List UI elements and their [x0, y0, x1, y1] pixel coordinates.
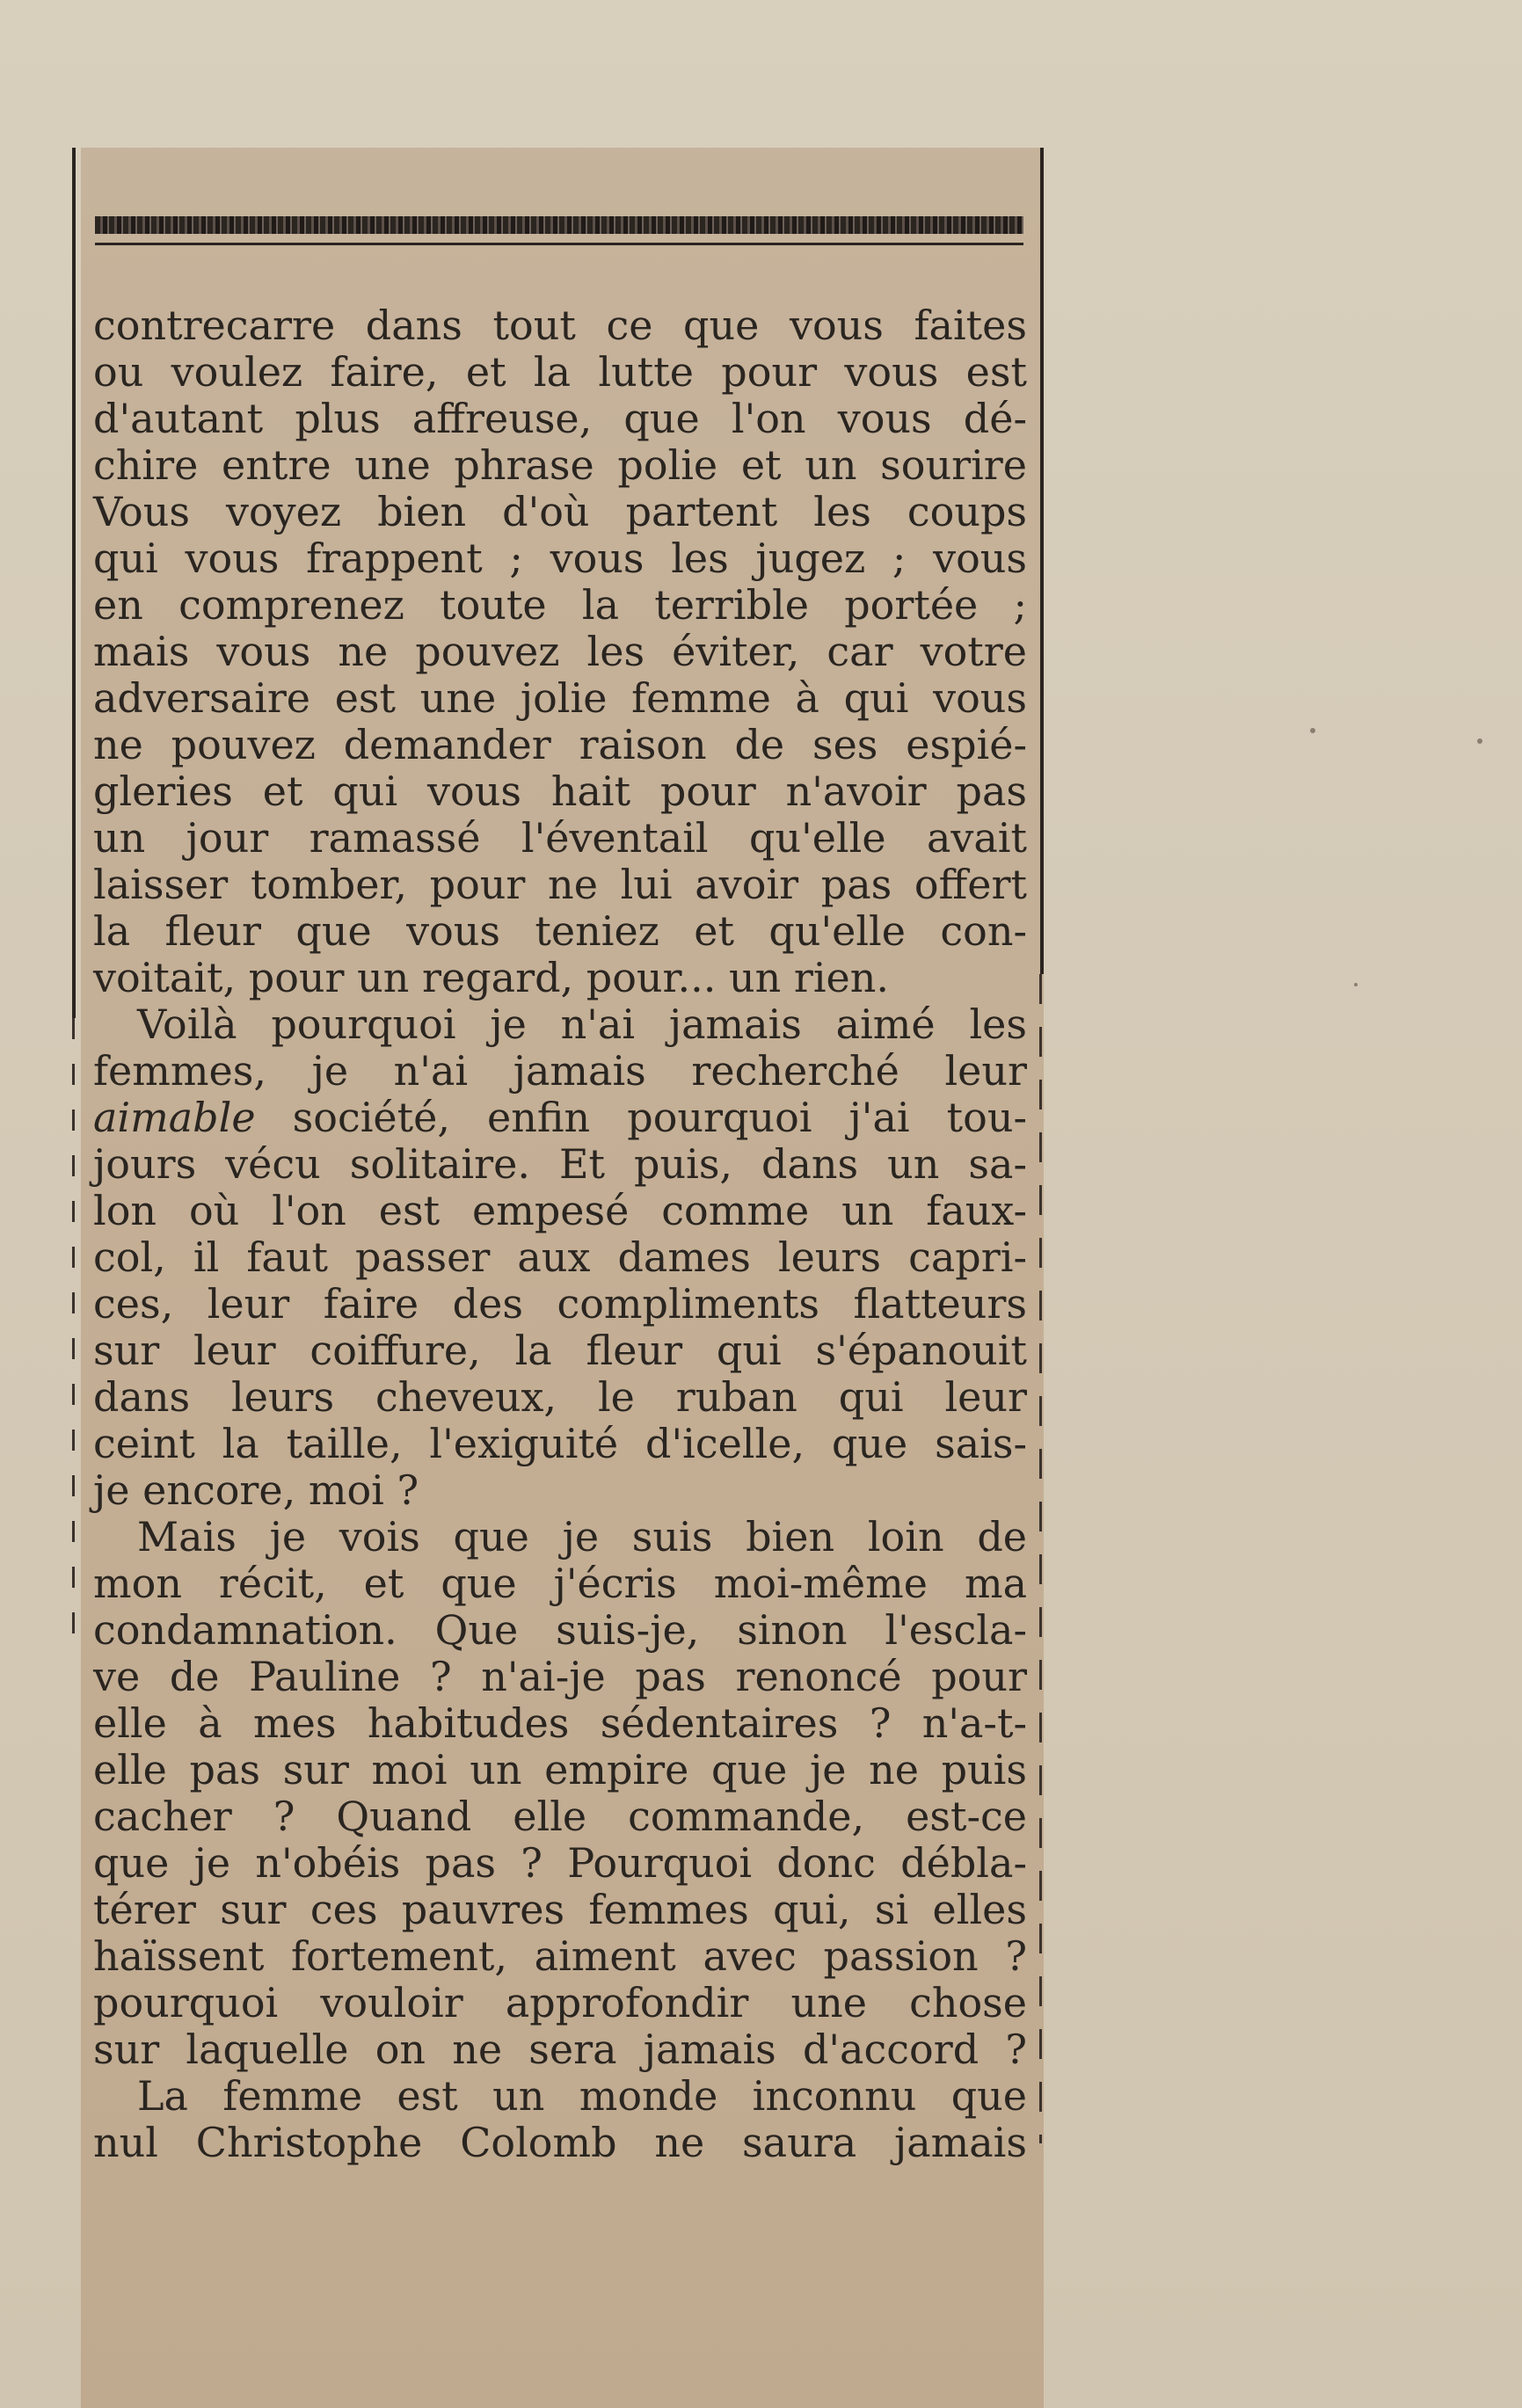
text-line: je encore, moi ?	[93, 1466, 419, 1514]
paper-speck	[1477, 738, 1482, 744]
text-line: lon où l'on est empesé comme un faux-	[93, 1187, 1027, 1234]
text-line: mais vous ne pouvez les éviter, car votre	[93, 628, 1027, 675]
text-line: sur laquelle on ne sera jamais d'accord ?	[93, 2026, 1027, 2073]
italic-word: aimable	[93, 1094, 256, 1141]
right-column-rule	[1040, 148, 1044, 974]
text-line: la fleur que vous teniez et qu'elle con-	[93, 907, 1027, 955]
paragraph-start-line: Voilà pourquoi je n'ai jamais aimé les	[137, 1000, 1027, 1048]
paper-speck	[1354, 983, 1358, 986]
paragraph-start-line: Mais je vois que je suis bien loin de	[137, 1513, 1027, 1560]
text-line: térer sur ces pauvres femmes qui, si elles	[93, 1886, 1027, 1933]
text-line: un jour ramassé l'éventail qu'elle avait	[93, 814, 1027, 862]
paper-speck	[1310, 728, 1315, 733]
text-line-rest: société, enfin pourquoi j'ai tou-	[292, 1094, 1028, 1141]
text-line: jours vécu solitaire. Et puis, dans un sa-	[93, 1140, 1027, 1188]
text-line: adversaire est une jolie femme à qui vous	[93, 674, 1027, 722]
text-line-with-italic	[93, 1095, 1027, 1141]
article-text-column	[93, 302, 1027, 2166]
text-line: laisser tomber, pour ne lui avoir pas offert	[93, 861, 1027, 908]
text-line: ceint la taille, l'exiguité d'icelle, que sais-	[93, 1420, 1027, 1467]
text-line: elle à mes habitudes sédentaires ? n'a-t-	[93, 1699, 1027, 1747]
text-line: ces, leur faire des compliments flatteurs	[93, 1280, 1027, 1328]
left-column-rule	[72, 148, 76, 1018]
decorative-header-rule	[95, 243, 1023, 245]
text-line: haïssent fortement, aiment avec passion ?	[93, 1932, 1027, 1980]
text-line: cacher ? Quand elle commande, est-ce	[93, 1793, 1027, 1840]
text-line: en comprenez toute la terrible portée ;	[93, 581, 1027, 629]
text-line: que je n'obéis pas ? Pourquoi donc débla-	[93, 1839, 1027, 1887]
text-line: dans leurs cheveux, le ruban qui leur	[93, 1373, 1027, 1421]
text-line: col, il faut passer aux dames leurs capri-	[93, 1233, 1027, 1281]
text-line: Vous voyez bien d'où partent les coups	[93, 488, 1027, 535]
decorative-header-band	[95, 216, 1023, 234]
text-line: femmes, je n'ai jamais recherché leur	[93, 1047, 1027, 1095]
text-line: contrecarre dans tout ce que vous faites	[93, 302, 1027, 349]
text-line: condamnation. Que suis-je, sinon l'escla-	[93, 1606, 1027, 1654]
text-line: ve de Pauline ? n'ai-je pas renoncé pour	[93, 1653, 1027, 1700]
text-line: sur leur coiffure, la fleur qui s'épanouit	[93, 1327, 1027, 1374]
left-column-rule-broken	[72, 1018, 75, 1633]
text-line: nul Christophe Colomb ne saura jamais	[93, 2119, 1027, 2166]
text-line: d'autant plus affreuse, que l'on vous dé-	[93, 395, 1027, 442]
text-line: qui vous frappent ; vous les jugez ; vous	[93, 535, 1027, 582]
text-line: pourquoi vouloir approfondir une chose	[93, 1979, 1027, 2026]
text-line: ne pouvez demander raison de ses espié-	[93, 721, 1027, 768]
right-column-rule-broken	[1039, 974, 1042, 2143]
text-line: voitait, pour un regard, pour... un rien.	[93, 954, 889, 1001]
text-line: chire entre une phrase polie et un sourire	[93, 441, 1027, 489]
text-line: ou voulez faire, et la lutte pour vous est	[93, 348, 1027, 396]
text-line: gleries et qui vous hait pour n'avoir pas	[93, 768, 1027, 815]
paragraph-start-line: La femme est un monde inconnu que	[137, 2072, 1027, 2120]
text-line: mon récit, et que j'écris moi-même ma	[93, 1560, 1027, 1607]
text-line: elle pas sur moi un empire que je ne puis	[93, 1746, 1027, 1793]
